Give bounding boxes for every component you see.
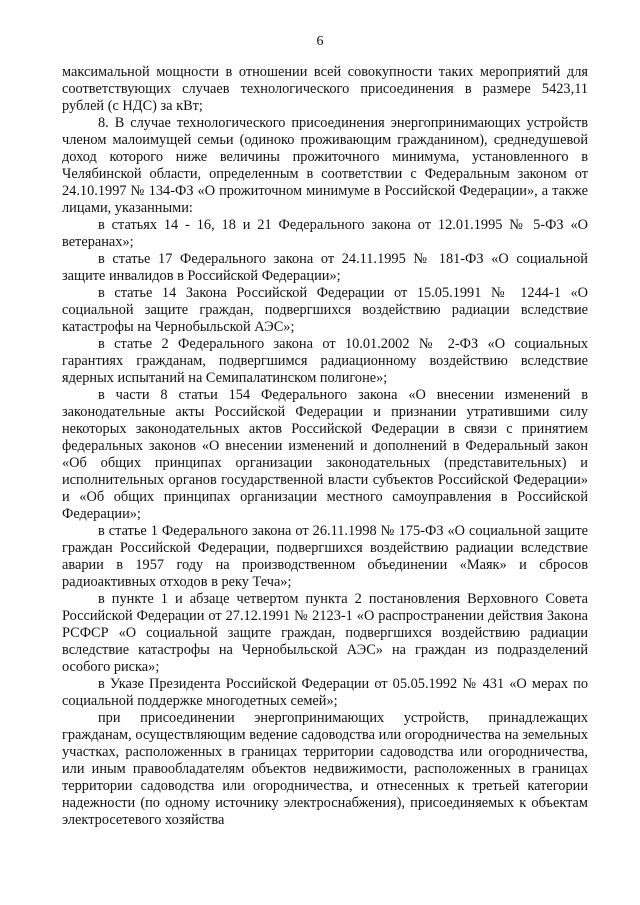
paragraph-list-item: в пункте 1 и абзаце четвертом пункта 2 постановления Верховного Совета Российской Федерации от 27.12.1991 № 2123-1 «О распространении действия Закона РСФСР «О социальной защите граждан, подвергшихся воздействию радиации вследствие катастрофы на Чернобыльской АЭС» на граждан из подразделений особого риска»; (62, 591, 588, 675)
document-body (62, 64, 588, 829)
paragraph-item-8: 8. В случае технологического присоединения энергопринимающих устройств членом малоимущей семьи (одиноко проживающим гражданином), среднедушевой доход которого ниже величины прожиточного минимума, установленного в Челябинской области, определенным в соответствии с Федеральным законом от 24.10.1997 № 134-ФЗ «О прожиточном минимуме в Российской Федерации», а также лицами, указанными: (62, 115, 588, 216)
paragraph-list-item: в части 8 статьи 154 Федерального закона «О внесении изменений в законодательные акты Российской Федерации и признании утратившими силу некоторых законодательных актов Российской Федерации в связи с принятием федеральных законов «О внесении изменений и дополнений в Федеральный закон «Об общих принципах организации законодательных (представительных) и исполнительных органов государственной власти субъектов Российской Федерации» и «Об общих принципах организации местного самоуправления в Российской Федерации»; (62, 387, 588, 522)
paragraph-list-item: в статье 1 Федерального закона от 26.11.1998 № 175-ФЗ «О социальной защите граждан Российской Федерации, подвергшихся воздействию радиации вследствие аварии в 1957 году на производственном объединении «Маяк» и сбросов радиоактивных отходов в реку Теча»; (62, 523, 588, 590)
paragraph-list-item: в Указе Президента Российской Федерации от 05.05.1992 № 431 «О мерах по социальной поддержке многодетных семей»; (62, 676, 588, 709)
paragraph-list-item: в статье 14 Закона Российской Федерации от 15.05.1991 № 1244-1 «О социальной защите граждан, подвергшихся воздействию радиации вследствие катастрофы на Чернобыльской АЭС»; (62, 285, 588, 335)
paragraph-list-item: в статьях 14 - 16, 18 и 21 Федерального закона от 12.01.1995 № 5-ФЗ «О ветеранах»; (62, 217, 588, 250)
paragraph-list-item: в статье 17 Федерального закона от 24.11.1995 № 181-ФЗ «О социальной защите инвалидов в Российской Федерации»; (62, 251, 588, 284)
paragraph-list-item: при присоединении энергопринимающих устройств, принадлежащих гражданам, осуществляющим ведение садоводства или огородничества на земельных участках, расположенных в границах территории садоводства или огородничества, или иным правообладателям объектов недвижимости, расположенных в границах территории садоводства или огородничества, и отнесенных к третьей категории надежности (по одному источнику электроснабжения), присоединяемых к объектам электросетевого хозяйства (62, 710, 588, 828)
paragraph-continuation: максимальной мощности в отношении всей совокупности таких мероприятий для соответствующих случаев технологического присоединения в размере 5423,11 рублей (с НДС) за кВт; (62, 64, 588, 114)
page-number: 6 (316, 34, 324, 49)
paragraph-list-item: в статье 2 Федерального закона от 10.01.2002 № 2-ФЗ «О социальных гарантиях гражданам, подвергшимся радиационному воздействию вследствие ядерных испытаний на Семипалатинском полигоне»; (62, 336, 588, 386)
